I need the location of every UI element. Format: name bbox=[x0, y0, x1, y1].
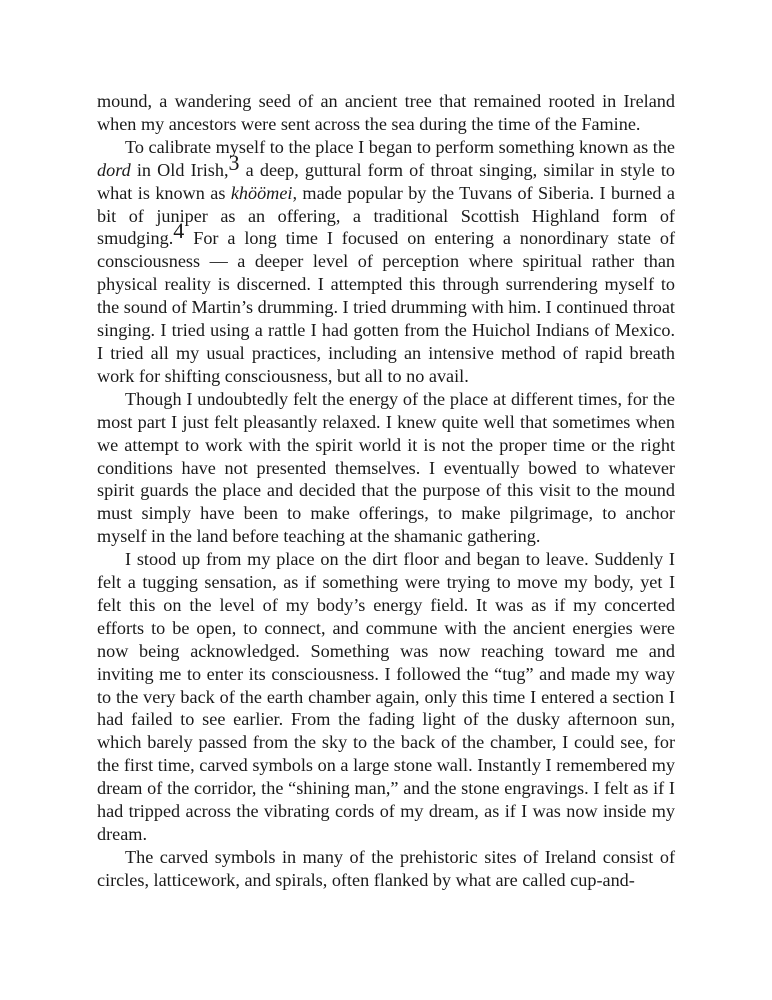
paragraph-3: Though I undoubtedly felt the energy of the place at different times, for the most part I just felt pleasantly relaxed. I knew quite well that sometimes when we attempt to work with the spirit world it is not the proper time or the right conditions have not presented themselves. I eventually bowed to whatever spirit guards the place and decided that the purpose of this visit to the mound must simply have been to make offerings, to make pilgrimage, to anchor myself in the land before teaching at the shamanic gathering. bbox=[97, 388, 675, 547]
paragraph-2-text-c: in Old Irish, bbox=[130, 159, 229, 180]
paragraph-4: I stood up from my place on the dirt floor and began to leave. Suddenly I felt a tugging sensation, as if something were trying to move my body, yet I felt this on the level of my body’s energy field. It was as if my concerted efforts to be open, to connect, and commune with the ancient energies were now being acknowledged. Something was now reaching toward me and inviting me to enter its consciousness. I followed the “tug” and made my way to the very back of the earth chamber again, only this time I entered a section I had failed to see earlier. From the fading light of the dusky afternoon sun, which barely passed from the sky to the back of the chamber, I could see, for the first time, carved symbols on a large stone wall. Instantly I remembered my dream of the corridor, the “shining man,” and the stone engravings. I felt as if I had tripped across the vibrating cords of my dream, as if I was now inside my dream. bbox=[97, 549, 675, 844]
footnote-marker-4: 4 bbox=[173, 218, 185, 244]
footnote-marker-3: 3 bbox=[228, 149, 240, 175]
paragraph-2-text-d: a deep, guttural form of throat singing, similar in style to what is known as bbox=[97, 159, 675, 203]
paragraph-2-text-a: To calibrate myself to the place I began to perform something known as the bbox=[125, 136, 675, 157]
term-dord: dord bbox=[97, 159, 131, 180]
paragraph-5: The carved symbols in many of the prehistoric sites of Ireland consist of circles, latticework, and spirals, often flanked by what are called cup-and- bbox=[97, 846, 675, 890]
paragraph-2-text-g: For a long time I focused on entering a nonordinary state of consciousness — a deeper level of perception where spiritual rather than physical reality is discerned. I attempted this through surrendering myself to the sound of Martin’s drumming. I tried drumming with him. I continued throat singing. I tried using a rattle I had gotten from the Huichol Indians of Mexico. I tried all my usual practices, including an intensive method of rapid breath work for shifting consciousness, but all to no avail. bbox=[97, 228, 675, 386]
paragraph-1: mound, a wandering seed of an ancient tree that remained rooted in Ireland when my ancestors were sent across the sea during the time of the Famine. bbox=[97, 91, 675, 134]
paragraph-2 bbox=[97, 136, 675, 388]
term-khoomei: khöömei, bbox=[230, 182, 297, 203]
page-body bbox=[97, 90, 675, 892]
paragraph-2-text-f: made popular by the Tuvans of Siberia. I burned a bit of juniper as an offering, a traditional Scottish Highland form of smudging. bbox=[97, 182, 675, 249]
